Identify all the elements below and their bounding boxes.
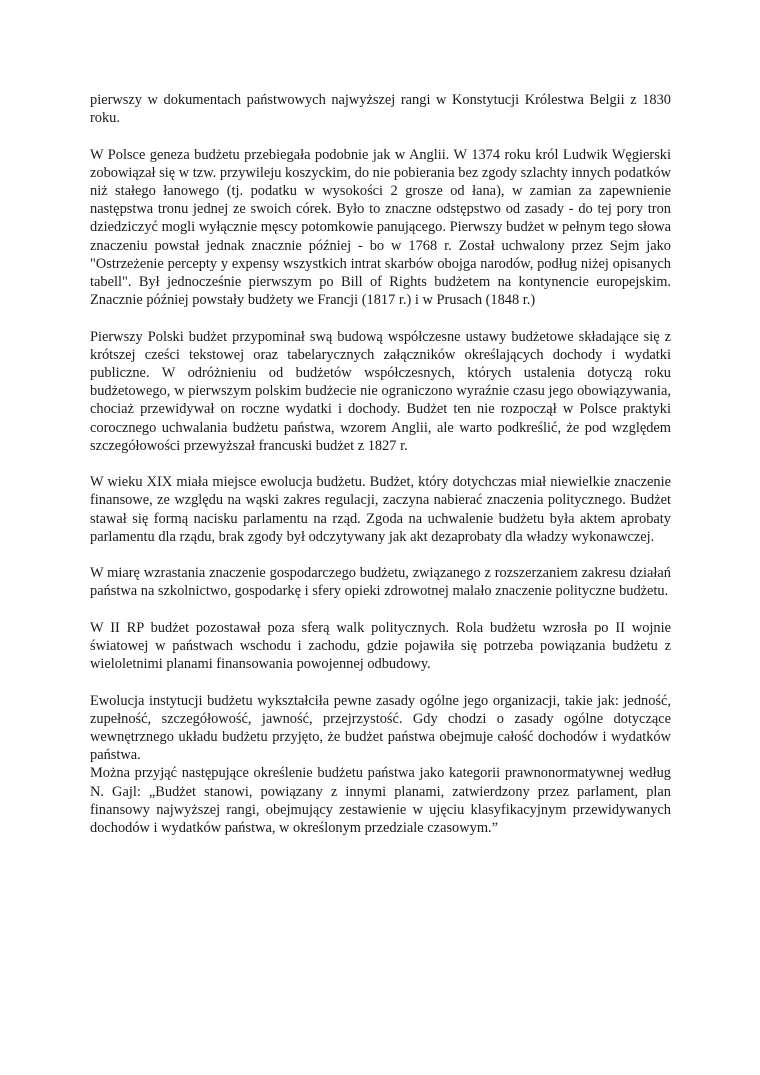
- paragraph-first-polish-budget: Pierwszy Polski budżet przypominał swą budową współczesne ustawy budżetowe składające się z krótszej cześci tekstowej oraz tabelarycznych załączników określających dochody i wydatki publiczne. W odróżnieniu od budżetów współczesnych, których ustalenia dotyczą roku budżetowego, w pierwszym polskim budżecie nie ograniczono wyraźnie czasu jego obowiązywania, chociaż przewidywał on roczne wydatki i dochody. Budżet ten nie rozpoczął w Polsce praktyki corocznego uchwalania budżetu państwa, wzorem Anglii, ale warto podkreślić, że pod względem szczegółowości przewyższał francuski budżet z 1827 r.: [90, 328, 671, 454]
- paragraph-budget-genesis-poland: W Polsce geneza budżetu przebiegała podobnie jak w Anglii. W 1374 roku król Ludwik Węgierski zobowiązał się w tzw. przywileju koszyckim, do nie pobierania bez zgody szlachty innych podatków niż stałego łanowego (tj. podatku w wysokości 2 grosze od łana), w zamian za zapewnienie następstwa tronu jednej ze swoich córek. Było to znaczne odstępstwo od zasady - do tej pory tron dziedziczyć mogli wyłącznie męscy potomkowie panującego. Pierwszy budżet w pełnym tego słowa znaczeniu powstał jednak znacznie później - bo w 1768 r. Został uchwalony przez Sejm jako "Ostrzeżenie percepty y expensy wszystkich intrat skarbów obojga narodów, podług niżej opisanych tabell". Był jednocześnie pierwszym po Bill of Rights budżetem na kontynencie europejskim. Znacznie później powstały budżety we Francji (1817 r.) i w Prusach (1848 r.): [90, 146, 671, 309]
- paragraph-nineteenth-century: W wieku XIX miała miejsce ewolucja budżetu. Budżet, który dotychczas miał niewielkie znaczenie finansowe, ze względu na wąski zakres regulacji, zaczyna nabierać znaczenia politycznego. Budżet stawał się formą nacisku parlamentu na rząd. Zgoda na uchwalenie budżetu była aktem aprobaty parlamentu dla rządu, brak zgody był odczytywany jak akt dezaprobaty dla władzy wykonawczej.: [90, 474, 671, 545]
- paragraph-general-principles: Ewolucja instytucji budżetu wykształciła pewne zasady ogólne jego organizacji, takie jak: jedność, zupełność, szczegółowość, jawność, przejrzystość. Gdy chodzi o zasady ogólne dotyczące wewnętrznego układu budżetu przyjęto, że budżet państwa obejmuje całość dochodów i wydatków państwa.: [90, 692, 671, 764]
- document-page: [90, 91, 671, 855]
- paragraph-second-republic: W II RP budżet pozostawał poza sferą walk politycznych. Rola budżetu wzrosła po II wojnie światowej w państwach wschodu i zachodu, gdzie pojawiła się potrzeba powiązania budżetu z wieloletnimi planami finansowania powojennej odbudowy.: [90, 619, 671, 673]
- paragraph-belgian-constitution: pierwszy w dokumentach państwowych najwyższej rangi w Konstytucji Królestwa Belgii z 1830 roku.: [90, 92, 671, 127]
- paragraph-budget-definition: Można przyjąć następujące określenie budżetu państwa jako kategorii prawnonormatywnej według N. Gajl: „Budżet stanowi, powiązany z innymi planami, zatwierdzony przez parlament, plan finansowy najwyższej rangi, obejmujący zestawienie w ujęciu klasyfikacyjnym przewidywanych dochodów i wydatków państwa, w określonym przedziale czasowym.”: [90, 765, 671, 837]
- paragraph-economic-significance: W miarę wzrastania znaczenie gospodarczego budżetu, związanego z rozszerzaniem zakresu działań państwa na szkolnictwo, gospodarkę i sfery opieki zdrowotnej malało znaczenie polityczne budżetu.: [90, 565, 671, 600]
